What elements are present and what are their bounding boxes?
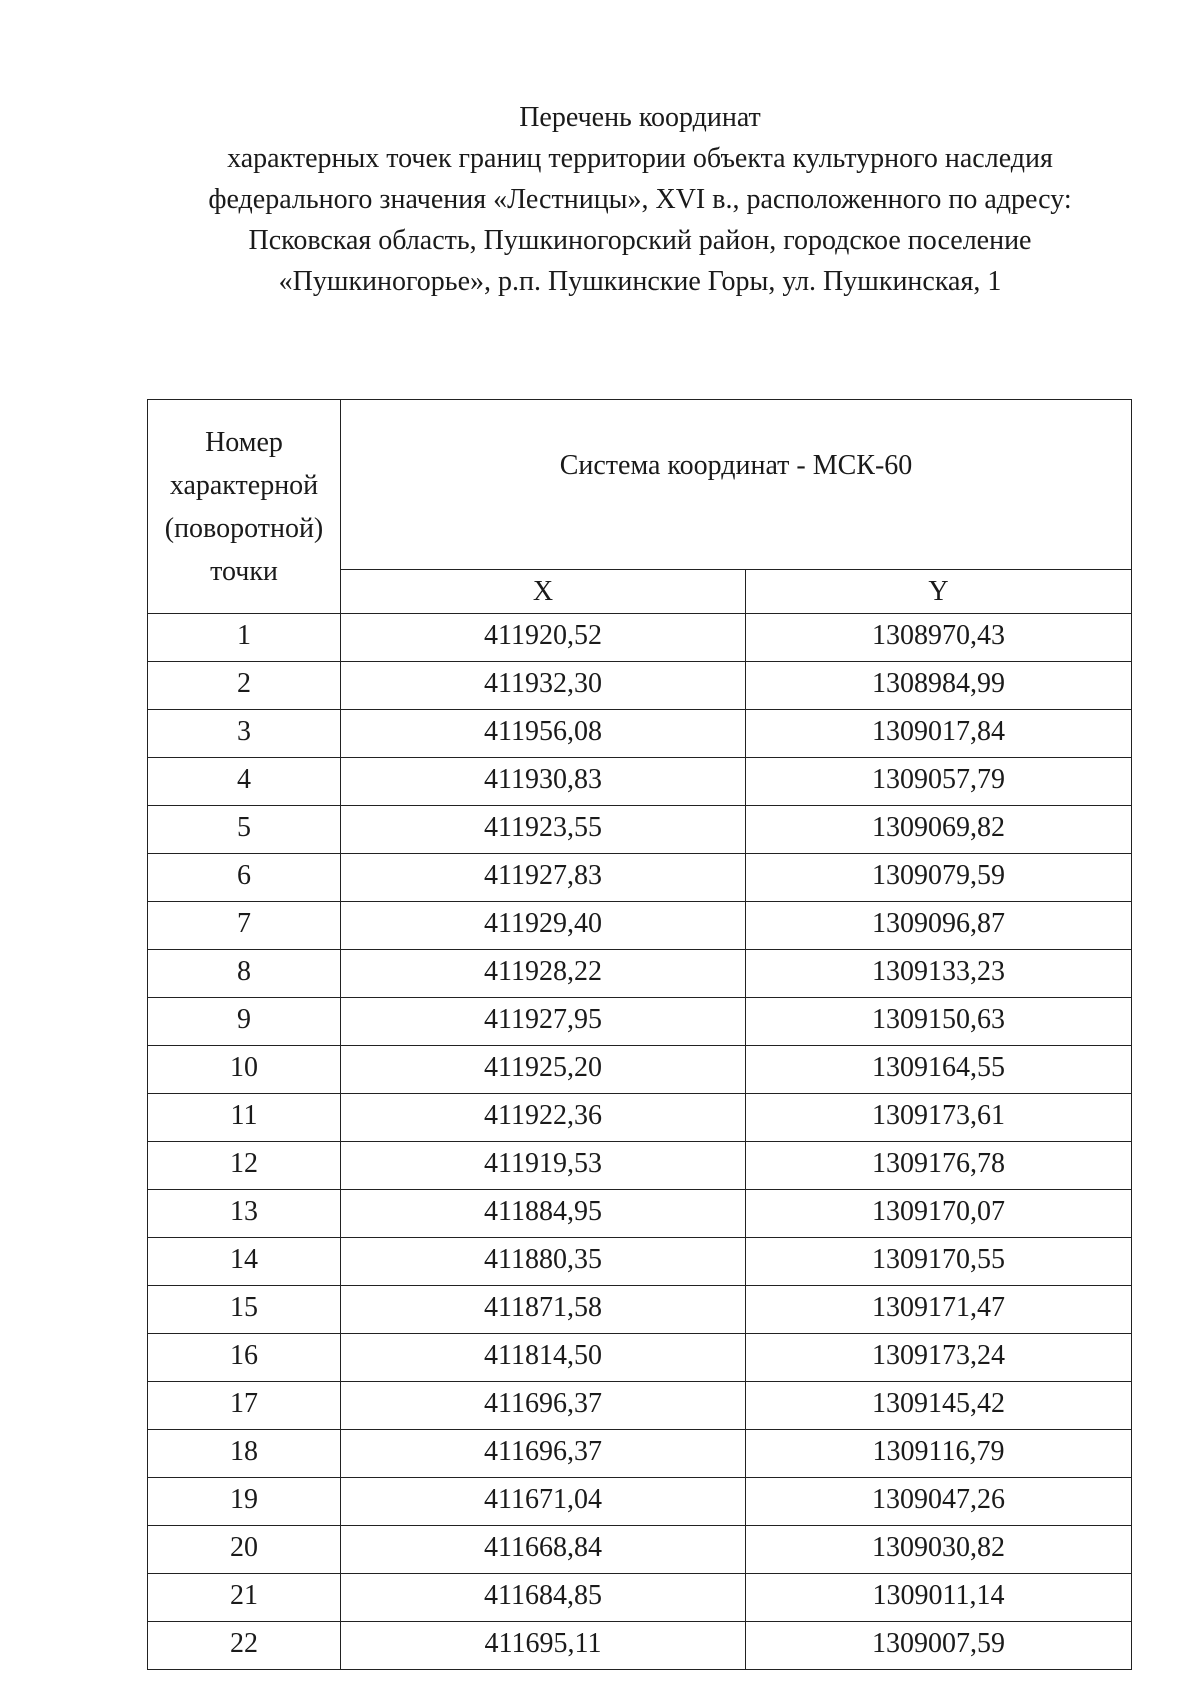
point-number-cell: 16 xyxy=(148,1334,341,1382)
y-coordinate-cell: 1309057,79 xyxy=(746,758,1132,806)
y-coordinate-cell: 1309173,24 xyxy=(746,1334,1132,1382)
y-coordinate-cell: 1309171,47 xyxy=(746,1286,1132,1334)
x-coordinate-cell: 411919,53 xyxy=(341,1142,746,1190)
point-number-cell: 20 xyxy=(148,1526,341,1574)
title-line: характерных точек границ территории объекта культурного наследия xyxy=(227,143,1053,174)
point-number-cell: 4 xyxy=(148,758,341,806)
x-coordinate-cell: 411668,84 xyxy=(341,1526,746,1574)
point-number-header-line: (поворотной) xyxy=(164,512,324,544)
point-number-header-line: точки xyxy=(210,555,278,587)
point-number-header-line: Номер xyxy=(205,426,283,458)
y-coordinate-cell: 1309150,63 xyxy=(746,998,1132,1046)
x-coordinate-cell: 411930,83 xyxy=(341,758,746,806)
point-number-cell: 14 xyxy=(148,1238,341,1286)
x-coordinate-cell: 411871,58 xyxy=(341,1286,746,1334)
table-row xyxy=(148,710,1132,758)
title-line: Перечень координат xyxy=(519,102,761,133)
y-coordinate-cell: 1309116,79 xyxy=(746,1430,1132,1478)
table-row xyxy=(148,1094,1132,1142)
table-row xyxy=(148,902,1132,950)
y-coordinate-cell: 1309079,59 xyxy=(746,854,1132,902)
table-row xyxy=(148,614,1132,662)
y-coordinate-cell: 1309047,26 xyxy=(746,1478,1132,1526)
point-number-cell: 1 xyxy=(148,614,341,662)
point-number-cell: 8 xyxy=(148,950,341,998)
point-number-cell: 13 xyxy=(148,1190,341,1238)
table-row xyxy=(148,1286,1132,1334)
x-coordinate-cell: 411922,36 xyxy=(341,1094,746,1142)
table-body xyxy=(148,614,1132,1670)
x-coordinate-cell: 411927,83 xyxy=(341,854,746,902)
y-coordinate-cell: 1309030,82 xyxy=(746,1526,1132,1574)
table-row xyxy=(148,1526,1132,1574)
y-coordinate-cell: 1309176,78 xyxy=(746,1142,1132,1190)
y-coordinate-cell: 1309145,42 xyxy=(746,1382,1132,1430)
point-number-cell: 17 xyxy=(148,1382,341,1430)
table-row xyxy=(148,1622,1132,1670)
point-number-cell: 18 xyxy=(148,1430,341,1478)
y-coordinate-cell: 1309173,61 xyxy=(746,1094,1132,1142)
x-coordinate-cell: 411671,04 xyxy=(341,1478,746,1526)
y-coordinate-cell: 1309170,07 xyxy=(746,1190,1132,1238)
table-row xyxy=(148,1430,1132,1478)
table-row xyxy=(148,806,1132,854)
x-coordinate-cell: 411928,22 xyxy=(341,950,746,998)
coordinate-system-header: Система координат - МСК-60 xyxy=(341,400,1132,570)
y-coordinate-cell: 1309011,14 xyxy=(746,1574,1132,1622)
x-coordinate-cell: 411814,50 xyxy=(341,1334,746,1382)
document-title xyxy=(100,97,1180,302)
point-number-cell: 22 xyxy=(148,1622,341,1670)
table-row xyxy=(148,1190,1132,1238)
title-line: федерального значения «Лестницы», XVI в., расположенного по адресу: xyxy=(208,184,1072,215)
table-row xyxy=(148,1238,1132,1286)
point-number-cell: 15 xyxy=(148,1286,341,1334)
y-coordinate-cell: 1309164,55 xyxy=(746,1046,1132,1094)
x-coordinate-cell: 411923,55 xyxy=(341,806,746,854)
y-coordinate-cell: 1308984,99 xyxy=(746,662,1132,710)
table-row xyxy=(148,1046,1132,1094)
point-number-header xyxy=(148,400,341,614)
point-number-header-line: характерной xyxy=(169,469,319,501)
table-row xyxy=(148,998,1132,1046)
x-coordinate-cell: 411696,37 xyxy=(341,1382,746,1430)
x-coordinate-cell: 411684,85 xyxy=(341,1574,746,1622)
point-number-cell: 7 xyxy=(148,902,341,950)
point-number-cell: 6 xyxy=(148,854,341,902)
x-column-header: X xyxy=(341,570,746,614)
point-number-cell: 2 xyxy=(148,662,341,710)
y-column-header: Y xyxy=(746,570,1132,614)
x-coordinate-cell: 411696,37 xyxy=(341,1430,746,1478)
table-row xyxy=(148,1382,1132,1430)
table-row xyxy=(148,1142,1132,1190)
point-number-cell: 9 xyxy=(148,998,341,1046)
y-coordinate-cell: 1309170,55 xyxy=(746,1238,1132,1286)
x-coordinate-cell: 411932,30 xyxy=(341,662,746,710)
y-coordinate-cell: 1309096,87 xyxy=(746,902,1132,950)
table-row xyxy=(148,1478,1132,1526)
y-coordinate-cell: 1309007,59 xyxy=(746,1622,1132,1670)
y-coordinate-cell: 1308970,43 xyxy=(746,614,1132,662)
table-row xyxy=(148,662,1132,710)
point-number-cell: 10 xyxy=(148,1046,341,1094)
y-coordinate-cell: 1309133,23 xyxy=(746,950,1132,998)
table-row xyxy=(148,854,1132,902)
x-coordinate-cell: 411956,08 xyxy=(341,710,746,758)
table-row xyxy=(148,1334,1132,1382)
point-number-cell: 3 xyxy=(148,710,341,758)
x-coordinate-cell: 411925,20 xyxy=(341,1046,746,1094)
x-coordinate-cell: 411929,40 xyxy=(341,902,746,950)
x-coordinate-cell: 411695,11 xyxy=(341,1622,746,1670)
point-number-cell: 11 xyxy=(148,1094,341,1142)
x-coordinate-cell: 411884,95 xyxy=(341,1190,746,1238)
title-line: «Пушкиногорье», р.п. Пушкинские Горы, ул. Пушкинская, 1 xyxy=(278,266,1002,297)
point-number-cell: 12 xyxy=(148,1142,341,1190)
point-number-cell: 21 xyxy=(148,1574,341,1622)
table-row xyxy=(148,758,1132,806)
title-line: Псковская область, Пушкиногорский район, городское поселение xyxy=(248,225,1032,256)
point-number-cell: 19 xyxy=(148,1478,341,1526)
table-row xyxy=(148,950,1132,998)
point-number-cell: 5 xyxy=(148,806,341,854)
x-coordinate-cell: 411880,35 xyxy=(341,1238,746,1286)
y-coordinate-cell: 1309069,82 xyxy=(746,806,1132,854)
x-coordinate-cell: 411927,95 xyxy=(341,998,746,1046)
y-coordinate-cell: 1309017,84 xyxy=(746,710,1132,758)
coordinates-table xyxy=(147,399,1132,1670)
x-coordinate-cell: 411920,52 xyxy=(341,614,746,662)
table-row xyxy=(148,1574,1132,1622)
